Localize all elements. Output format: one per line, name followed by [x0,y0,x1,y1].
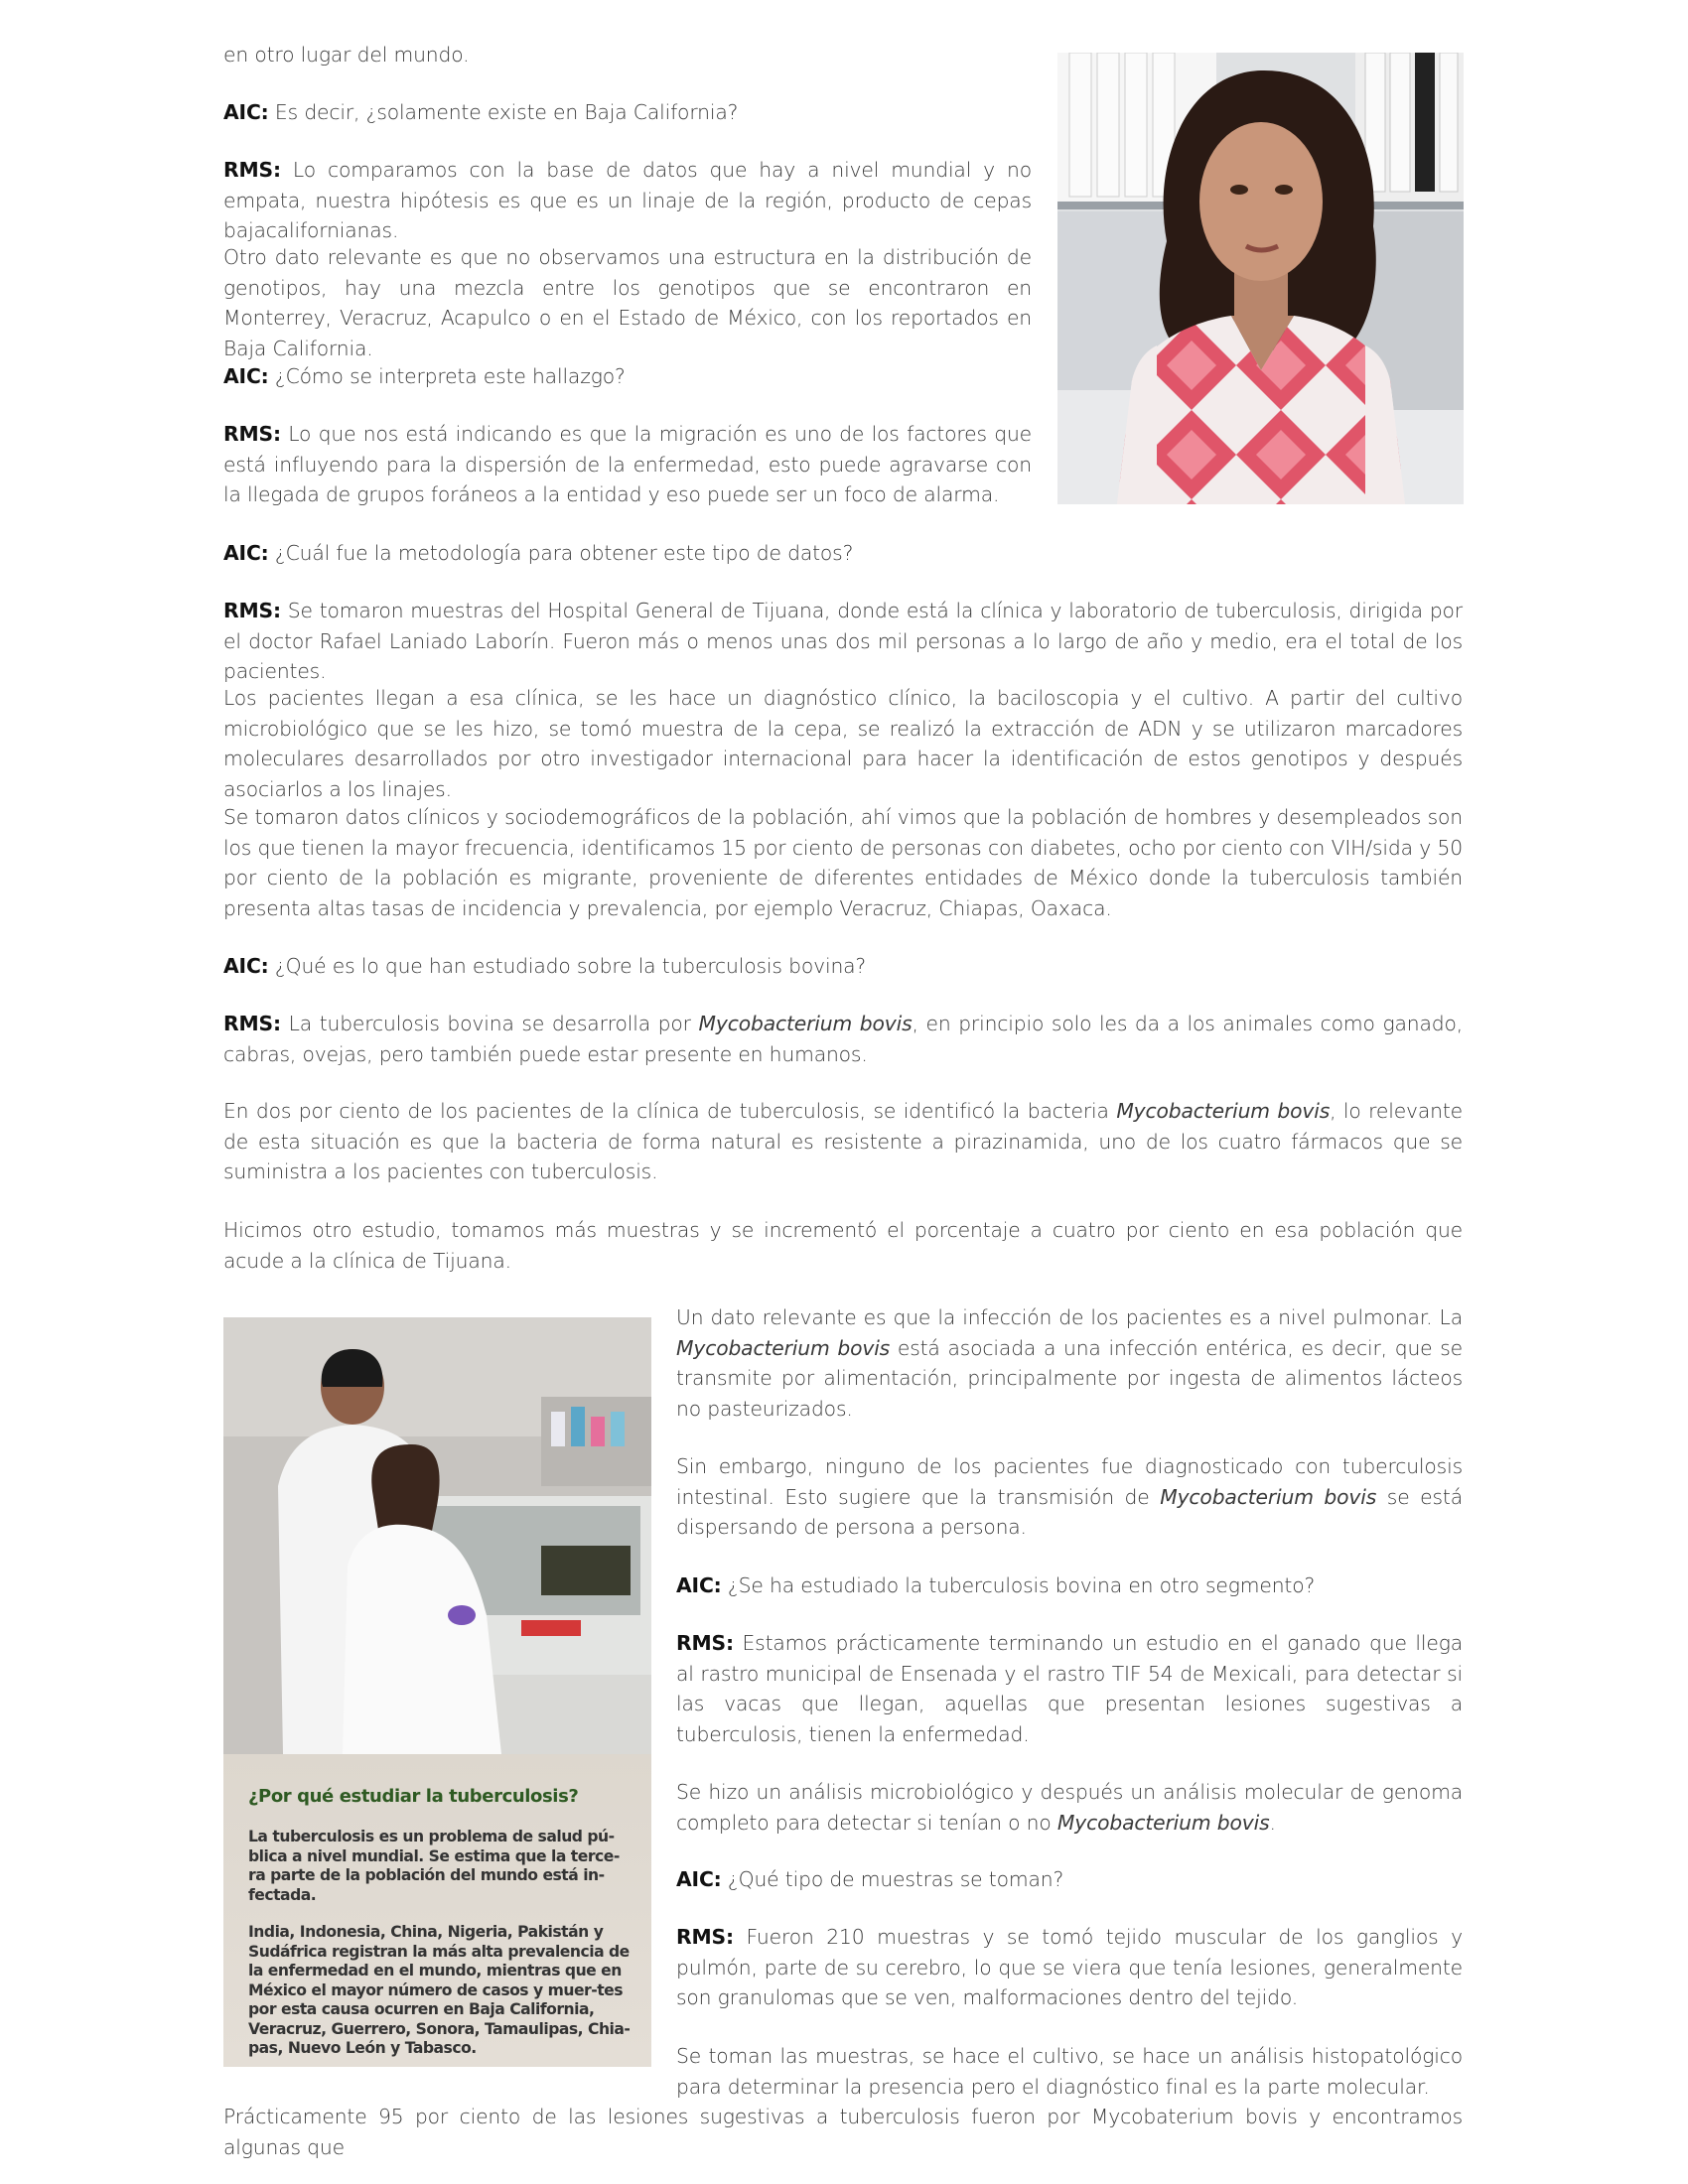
lab-scene-illustration [223,1317,651,1754]
species-name: Mycobacterium bovis [676,1335,891,1360]
speaker-label: RMS: [676,1925,734,1949]
paragraph: Sin embargo, ninguno de los pacientes fue diagnosticado con tuberculosis intestinal. Esto sugiere que la transmisión de Mycobacterium bovis se está dispersando de persona a persona. [676,1454,1463,1540]
speaker-label: AIC: [223,541,269,565]
paragraph: Se toman las muestras, se hace el cultivo, se hace un análisis histopatológico para determinar la presencia pero el diagnóstico final es la parte molecular. [676,2044,1463,2099]
paragraph: AIC: ¿Qué es lo que han estudiado sobre la tuberculosis bovina? [223,954,867,978]
speaker-label: AIC: [223,954,269,978]
paragraph: en otro lugar del mundo. [223,43,470,67]
paragraph: RMS: La tuberculosis bovina se desarrolla por Mycobacterium bovis, en principio solo les da a los animales como ganado, cabras, ovejas, pero también puede estar presente en humanos. [223,1012,1464,1066]
speaker-label: RMS: [223,158,281,182]
speaker-label: AIC: [223,364,269,388]
species-name: Mycobacterium bovis [1160,1484,1377,1509]
speaker-label: RMS: [676,1631,734,1655]
paragraph: Prácticamente 95 por ciento de las lesiones sugestivas a tuberculosis fueron por Mycobaterium bovis y encontramos algunas que [223,2105,1463,2159]
paragraph: RMS: Fueron 210 muestras y se tomó tejido muscular de los ganglios y pulmón, parte de su cerebro, lo que se viera que tenía lesiones, generalmente son granulomas que se ven, malformaciones dentro del tejido. [676,1925,1463,2010]
paragraph: AIC: ¿Qué tipo de muestras se toman? [676,1867,1064,1891]
paragraph: Hicimos otro estudio, tomamos más muestras y se incrementó el porcentaje a cuatro por ciento en esa población que acude a la clínica de Tijuana. [223,1218,1463,1273]
sidebar-info-box [223,1754,651,2067]
speaker-label: RMS: [223,422,281,446]
paragraph: RMS: Lo comparamos con la base de datos que hay a nivel mundial y no empata, nuestra hipótesis es que es un linaje de la región, producto de cepas bajacalifornianas. [223,158,1032,243]
paragraph: RMS: Se tomaron muestras del Hospital General de Tijuana, donde está la clínica y laboratorio de tuberculosis, dirigida por el doctor Rafael Laniado Laborín. Fueron más o menos unas dos mil personas a lo largo de año y medio, era el total de los pacientes. [223,599,1463,684]
species-name: Mycobacterium bovis [1116,1099,1331,1123]
speaker-label: AIC: [676,1867,722,1891]
paragraph: Se tomaron datos clínicos y sociodemográficos de la población, ahí vimos que la población de hombres y desempleados son los que tienen la mayor frecuencia, identificamos 15 por ciento de personas con diabetes, ocho por ciento con VIH/sida y 50 por ciento de la población es migrante, proveniente de diferentes entidades de México donde la tuberculosis también presenta altas tasas de incidencia y prevalencia, por ejemplo Veracruz, Chiapas, Oaxaca. [223,805,1463,920]
paragraph: AIC: ¿Se ha estudiado la tuberculosis bovina en otro segmento? [676,1573,1316,1597]
sidebar-paragraph: La tuberculosis es un problema de salud pú-blica a nivel mundial. Se estima que la terce-ra parte de la población del mundo está in-fectada. [248,1828,620,1904]
species-name: Mycobacterium bovis [698,1012,913,1035]
paragraph: En dos por ciento de los pacientes de la clínica de tuberculosis, se identificó la bacteria Mycobacterium bovis, lo relevante de esta situación es que la bacteria de forma natural es resistente a pirazinamida, uno de los cuatro fármacos que se suministra a los pacientes con tuberculosis. [223,1099,1464,1184]
researcher-portrait-photo [1057,53,1464,504]
paragraph: AIC: Es decir, ¿solamente existe en Baja California? [223,100,739,124]
paragraph: AIC: ¿Cómo se interpreta este hallazgo? [223,364,626,388]
paragraph: RMS: Lo que nos está indicando es que la migración es uno de los factores que está influyendo para la dispersión de la enfermedad, esto puede agravarse con la llegada de grupos foráneos a la entidad y eso puede ser un foco de alarma. [223,422,1032,507]
paragraph: RMS: Estamos prácticamente terminando un estudio en el ganado que llega al rastro municipal de Ensenada y el rastro TIF 54 de Mexicali, para detectar si las vacas que llegan, aquellas que presentan lesiones sugestivas a tuberculosis, tienen la enfermedad. [676,1631,1463,1746]
speaker-label: RMS: [223,1012,281,1035]
portrait-illustration [1057,53,1464,504]
paragraph: Otro dato relevante es que no observamos una estructura en la distribución de genotipos, hay una mezcla entre los genotipos que se encontraron en Monterrey, Veracruz, Acapulco o en el Estado de México, con los reportados en Baja California. [223,245,1032,360]
speaker-label: RMS: [223,599,281,622]
speaker-label: AIC: [223,100,269,124]
sidebar-paragraph: India, Indonesia, China, Nigeria, Pakistán y Sudáfrica registran la más alta prevalencia de la enfermedad en el mundo, mientras que en México el mayor número de casos y muer-tes por esta causa ocurren en Baja California, Veracruz, Guerrero, Sonora, Tamaulipas, Chia-pas, Nuevo León y Tabasco. [248,1923,631,2057]
lab-photo-with-sidebar [223,1317,651,2067]
speaker-label: AIC: [676,1573,722,1597]
paragraph: Se hizo un análisis microbiológico y después un análisis molecular de genoma completo para detectar si tenían o no Mycobacterium bovis. [676,1780,1463,1835]
paragraph: Un dato relevante es que la infección de los pacientes es a nivel pulmonar. La Mycobacterium bovis está asociada a una infección entérica, es decir, que se transmite por alimentación, principalmente por ingesta de alimentos lácteos no pasteurizados. [676,1305,1464,1421]
paragraph: AIC: ¿Cuál fue la metodología para obtener este tipo de datos? [223,541,854,565]
paragraph: Los pacientes llegan a esa clínica, se les hace un diagnóstico clínico, la baciloscopia y el cultivo. A partir del cultivo microbiológico que se les hizo, se tomó muestra de la cepa, se realizó la extracción de ADN y se utilizaron marcadores moleculares desarrollados por otro investigador internacional para hacer la identificación de estos genotipos y después asociarlos a los linajes. [223,686,1463,801]
sidebar-title: ¿Por qué estudiar la tuberculosis? [248,1786,579,1807]
species-name: Mycobacterium bovis [1056,1810,1270,1835]
